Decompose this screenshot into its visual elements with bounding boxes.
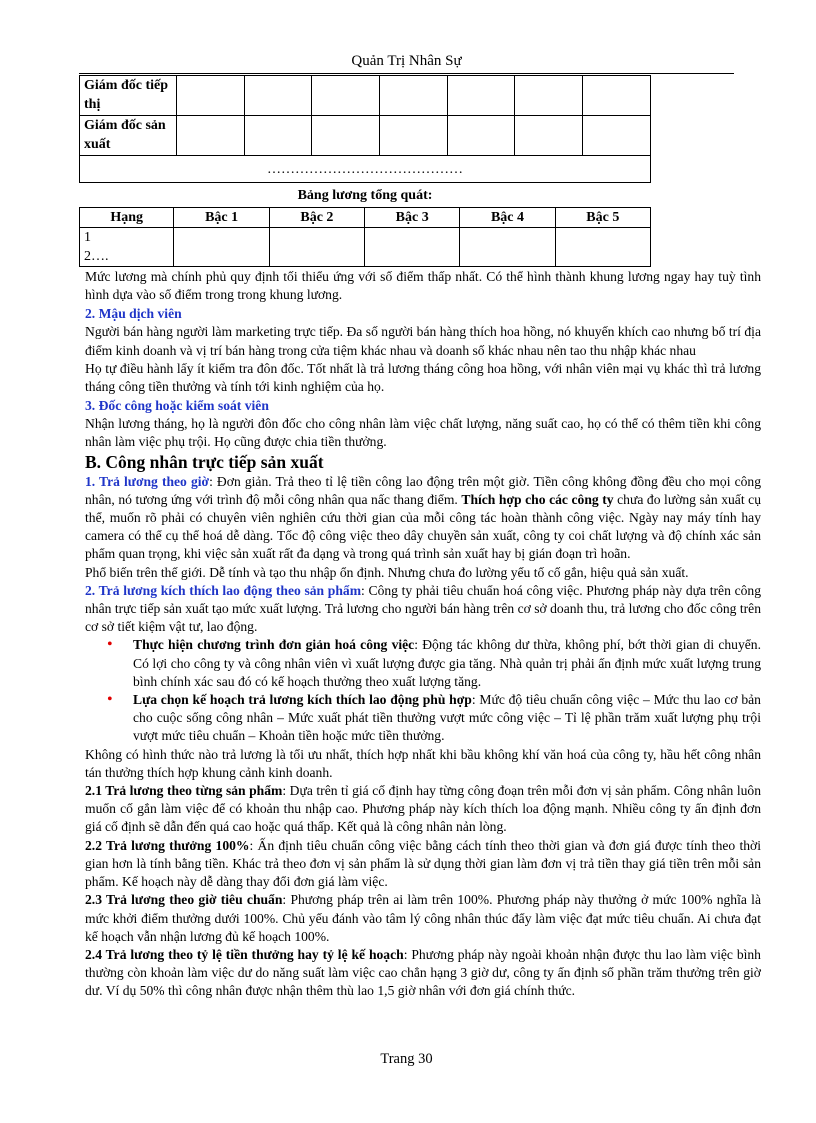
row-label: Giám đốc sản xuất: [80, 116, 177, 156]
table-row: [80, 116, 651, 156]
header-rule: [79, 73, 734, 74]
page-header: Quản Trị Nhân Sự: [351, 53, 462, 69]
paragraph-text: : Ấn định tiêu chuẩn công việc bằng cách tính theo thời gian và đơn giá được tính theo thời gian hơn là tính bằng tiền. Khác trả theo đơn vị sản phẩm là sử dụng thời gian làm đơn vị trả tiền thay giá tiền trên mỗi sản phẩm. Kế hoạch này dễ dàng thay đổi đơn giá làm việc.: [85, 837, 761, 890]
row-label: Giám đốc tiếp thị: [80, 76, 177, 116]
paragraph: Mức lương mà chính phủ quy định tối thiểu ứng với số điểm thấp nhất. Có thể hình thành khung lương ngay hay tuỳ tình hình dựa vào số điểm trong trong khung lương.: [85, 269, 761, 303]
table-row: [80, 156, 651, 183]
inline-heading: 2.3 Trả lương theo giờ tiêu chuẩn: [85, 892, 283, 908]
paragraph-text: : Đơn giản. Trả theo tỉ lệ tiền công lao động trên một giờ. Tiền công không đồng đều cho mọi công nhân, nó tương ứng với trình độ mỗi công nhân qua nấc thang điểm.: [85, 473, 761, 507]
paragraph: [85, 582, 761, 637]
table-row: [80, 228, 651, 267]
paragraph-text: chưa đo lường sản xuất cụ thể, muốn rõ phải có chuyên viên nghiên cứu thời gian của mỗi công tác hoàn thành công việc. Ngày nay máy tính hay camera có thể cụ thể hoá dễ dàng. Tốc độ công việc theo dây chuyền sản xuất, công ty coi chất lượng và độ chính xác sản phẩm quan trọng, khi việc sản xuất rất đa dạng và trong quá trình sản xuất hay bị gián đoạn trì hoãn.: [85, 491, 761, 562]
paragraph-text: : Phương pháp này ngoài khoản nhận được thu lao làm việc bình thường còn khoản làm việc dư do năng suất làm việc cao chẳn hạng 3 giờ dư, công ty ấn định số phần trăm thưởng trên giờ dư. Ví dụ 50% thì công nhân được nhận thêm thù lao 1,5 giờ nhân với đơn giá chính thức.: [85, 946, 761, 999]
paragraph-text: : Dựa trên tỉ giá cố định hay từng công đoạn trên mỗi đơn vị sản phẩm. Công nhân luôn muốn cố gắn làm việc để có khoản thu nhập cao. Phương pháp này kích thích loa động mạnh. Nhiều công ty ấn định đơn giá cố định sẽ dẫn đến quá cao hoặc quá thấp. Kết quả là công nhân nản lòng.: [85, 783, 761, 835]
column-header: Hạng: [80, 208, 174, 228]
paragraph-text: : Công ty phải tiêu chuẩn hoá công việc. Phương pháp này dựa trên công nhân trực tiếp sản xuất tạo mức xuất lượng. Trả lương cho người bán hàng trên cơ sở doanh thu, trả lương cho đốc công trên cơ sở tiết kiệm vật tư, lao động.: [85, 582, 761, 635]
inline-heading: 2.4 Trả lương theo tỷ lệ tiền thưởng hay tỷ lệ kế hoạch: [85, 946, 404, 962]
paragraph: Phổ biến trên thế giới. Dễ tính và tạo thu nhập ổn định. Nhưng chưa đo lường yếu tố cố gắn, hiệu quả sản xuất.: [85, 564, 689, 580]
table-header-row: [80, 208, 651, 228]
bold-text: Thích hợp cho các công ty: [461, 491, 614, 507]
paragraph: [85, 782, 761, 837]
section-heading: 2. Mậu dịch viên: [85, 306, 182, 322]
paragraph: Nhận lương tháng, họ là người đôn đốc cho công nhân làm việc chất lượng, năng suất cao, họ có thể có thêm tiền khi công nhân làm việc phụ trội. Họ cũng được chia tiền thưởng.: [85, 416, 761, 450]
paragraph-text: : Phương pháp trên ai làm trên 100%. Phương pháp này thưởng ở mức 100% nghĩa là mức khởi điểm thưởng dưới 100%. Chủ yếu đánh vào tâm lý công nhân thúc đẩy làm việc đạt mức tiêu chuẩn. Ai chưa đạt kế hoạch vẫn nhận lương đủ kế hoạch 100%.: [85, 892, 761, 944]
section-title: B. Công nhân trực tiếp sản xuất: [85, 451, 324, 472]
body-content: [85, 268, 761, 1001]
paragraph-text: : Mức độ tiêu chuẩn công việc – Mức thu lao cơ bản cho cuộc sống công nhân – Mức xuất phát tiền thưởng vượt mức công việc – Tỉ lệ phần trăm xuất lượng phụ trội vượt mức tiêu chuẩn – Khoản tiền hoặc mức tiền thưởng.: [133, 692, 761, 744]
inline-heading: 1. Trả lương theo giờ: [85, 473, 210, 489]
inline-heading: 2.2 Trả lương thưởng 100%: [85, 837, 250, 853]
table-cell: 1 2….: [80, 228, 174, 267]
paragraph: [85, 473, 761, 564]
table-caption: Bảng lương tổng quát:: [297, 188, 433, 203]
bullet-list: [85, 636, 761, 745]
table-row: [80, 76, 651, 116]
column-header: Bậc 3: [365, 208, 460, 228]
inline-heading: 2.1 Trả lương theo từng sản phẩm: [85, 783, 283, 799]
paragraph: [85, 891, 761, 946]
column-header: Bậc 1: [174, 208, 269, 228]
paragraph: Người bán hàng người làm marketing trực tiếp. Đa số người bán hàng thích hoa hồng, nó khuyến khích cao nhưng bố trí địa điểm kinh doanh và vị trí bán hàng trong cửa tiệm khác nhau và doanh số khác nhau nên tao thu nhập khác nhau: [85, 324, 761, 358]
bold-text: Thực hiện chương trình đơn giản hoá công việc: [133, 637, 415, 653]
paragraph: [85, 837, 761, 892]
list-item: [133, 691, 761, 746]
paragraph-text: : Động tác không dư thừa, không phí, bớt thời gian di chuyển. Có lợi cho công ty và công nhân viên vì xuất lượng được gia tăng. Nhà quản trị phải ấn định mức xuất lượng trung bình chính xác sau đó có kế hoạch thưởng theo xuất lượng tăng.: [133, 637, 761, 689]
salary-position-table: [79, 75, 651, 183]
dotted-placeholder: ……………………………………: [80, 156, 651, 183]
column-header: Bậc 4: [460, 208, 555, 228]
general-salary-table: [79, 207, 651, 267]
paragraph: Họ tự điều hành lấy ít kiểm tra đôn đốc. Tốt nhất là trả lương tháng công hoa hồng, với nhân viên mại vụ khác thì trả lương tháng công tiền thưởng và tính tới kinh nghiệm của họ.: [85, 360, 761, 395]
list-item: [133, 636, 761, 691]
paragraph: Không có hình thức nào trả lương là tối ưu nhất, thích hợp nhất khi bầu không khí văn hoá của công ty, hầu hết công nhân tán thưởng thích hợp khung cảnh kinh doanh.: [85, 746, 761, 780]
inline-heading: 2. Trả lương kích thích lao động theo sản phẩm: [85, 582, 362, 598]
bold-text: Lựa chọn kế hoạch trả lương kích thích lao động phù hợp: [133, 692, 472, 708]
section-heading: 3. Đốc công hoặc kiểm soát viên: [85, 398, 269, 414]
page-number: Trang 30: [380, 1051, 433, 1067]
column-header: Bậc 5: [555, 208, 650, 228]
column-header: Bậc 2: [269, 208, 364, 228]
paragraph: [85, 946, 761, 1001]
